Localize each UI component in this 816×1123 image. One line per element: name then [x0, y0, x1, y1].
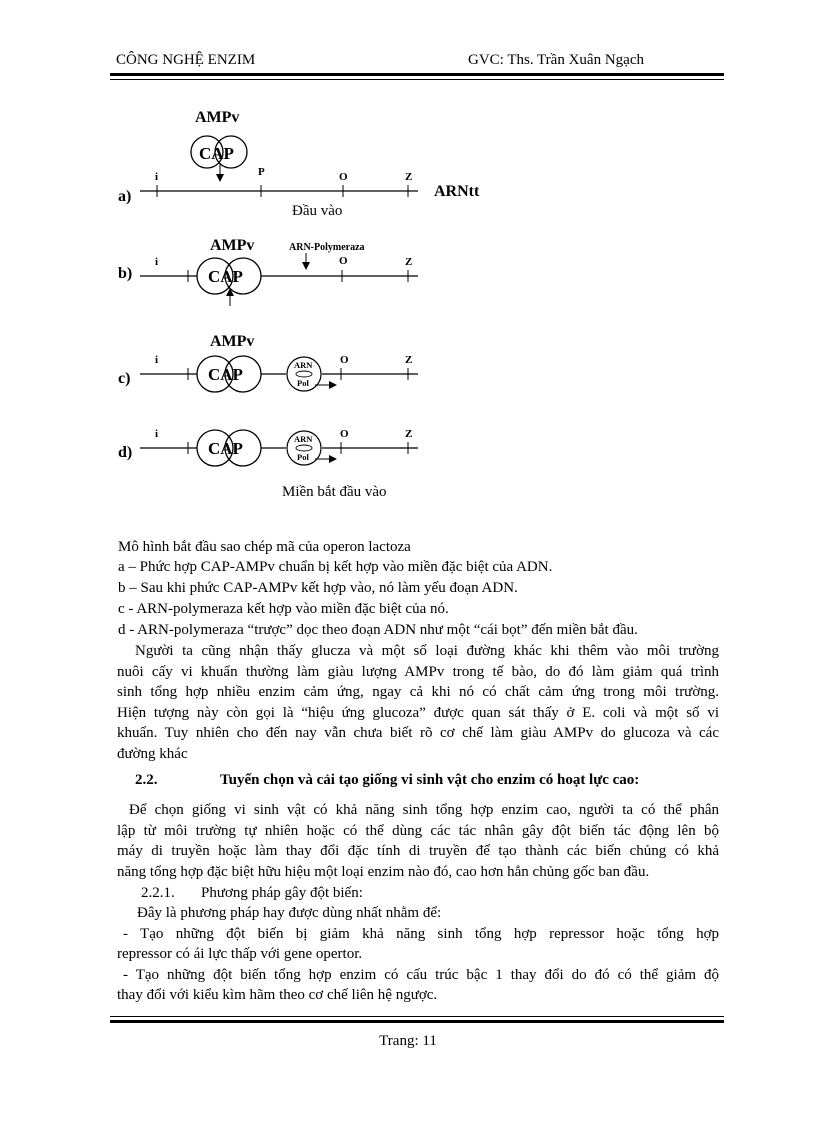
diagram-panel-d	[118, 428, 418, 500]
section-heading	[135, 772, 639, 789]
panel-label-c: c)	[118, 370, 131, 387]
rna-pol-bottom-d: Pol	[297, 452, 309, 462]
caption-b: b – Sau khi phức CAP-AMPv kết hợp vào, nó làm yếu đoạn ADN.	[118, 580, 518, 596]
subsection-heading: 2.2.1. Phương pháp gây đột biến:	[141, 885, 363, 901]
site-z-a: Z	[405, 171, 413, 183]
site-z-d: Z	[405, 428, 413, 440]
caption-c: c - ARN-polymeraza kết hợp vào miền đặc biệt của nó.	[118, 601, 449, 617]
site-o-a: O	[339, 171, 348, 183]
site-i-c: i	[155, 354, 159, 366]
paragraph-line: - Tạo những đột biến tổng hợp enzim có cấu trúc bậc 1 thay đổi do đó có thể giảm độ	[123, 966, 719, 983]
amp-label-a: AMPv	[195, 109, 240, 126]
cap-label-a: CAP	[199, 144, 234, 163]
amp-label-c: AMPv	[210, 333, 255, 350]
site-i-a: i	[155, 171, 159, 183]
panel-label-b: b)	[118, 265, 133, 282]
diagram-panel-b	[118, 237, 418, 306]
paragraph-line: thay đổi với kiểu kìm hãm theo cơ chế liên hệ ngược.	[117, 987, 438, 1003]
site-p-a: P	[258, 166, 265, 178]
rna-pol-top-c: ARN	[294, 360, 313, 370]
header-rule-thin	[110, 79, 724, 80]
site-o-d: O	[340, 428, 349, 440]
mrna-label: ARNtt	[434, 183, 480, 200]
paragraph-mutation-method	[117, 903, 719, 1006]
cap-label-b: CAP	[208, 267, 243, 286]
rna-pol-top-d: ARN	[294, 434, 313, 444]
footer-rule-thin	[110, 1016, 724, 1017]
rna-pol-bottom-c: Pol	[297, 378, 309, 388]
section-number: 2.2.	[135, 772, 158, 788]
cap-label-d: CAP	[208, 439, 243, 458]
footer-rule-thick	[110, 1020, 724, 1023]
panel-label-a: a)	[118, 188, 132, 205]
paragraph-line: repressor có ái lực thấp với gene opertor.	[117, 946, 363, 962]
paragraph-line: đường khác	[117, 745, 188, 762]
paragraph-strain-selection	[117, 800, 719, 882]
paragraph-line: máy di truyền hoặc làm thay đổi đặc tính di truyền để tạo thành các biến chủng có khả	[117, 843, 719, 859]
paragraph-line: nuôi cấy vi khuẩn thường làm giàu lượng AMPv trong tế bào, do đó làm giảm quá trình	[117, 663, 719, 680]
paragraph-line: lập từ môi trường tự nhiên hoặc có thể dùng các tác nhân gây đột biến tác động lên bộ	[117, 822, 719, 839]
page-number: Trang: 11	[379, 1033, 437, 1049]
paragraph-line: năng tổng hợp đặc biệt hữu hiệu một loại enzim nào đó, cao hơn hẳn chủng gốc ban đầu.	[117, 863, 650, 880]
paragraph-line: khuẩn. Tuy nhiên cho đến nay vẫn chưa biết rõ cơ chế làm giàu AMPv do glucoza và các	[117, 725, 719, 741]
site-o-c: O	[340, 354, 349, 366]
caption-a: a – Phức hợp CAP-AMPv chuẩn bị kết hợp vào miền đặc biệt của ADN.	[118, 559, 553, 575]
lac-operon-diagram	[100, 100, 520, 500]
paragraph-line: Người ta cũng nhận thấy glucza và một số loại đường khác khi thêm vào môi trường	[135, 643, 719, 659]
header-lecturer: GVC: Ths. Trần Xuân Ngạch	[468, 52, 644, 68]
site-z-c: Z	[405, 354, 413, 366]
paragraph-line: Đây là phương pháp hay được dùng nhất nhằm để:	[137, 905, 442, 921]
header-rule-thick	[110, 73, 724, 76]
start-region-label: Miền bắt đầu vào	[282, 484, 387, 500]
paragraph-glucose-effect	[117, 641, 719, 764]
header-course-title: CÔNG NGHỆ ENZIM	[116, 52, 256, 68]
cap-label-c: CAP	[208, 365, 243, 384]
site-i-d: i	[155, 428, 159, 440]
site-z-b: Z	[405, 256, 413, 268]
figure-caption: Mô hình bắt đầu sao chép mã của operon lactoza	[118, 539, 411, 555]
paragraph-line: Để chọn giống vi sinh vật có khả năng sinh tổng hợp enzim cao, người ta có thể phân	[129, 802, 719, 818]
caption-d: d - ARN-polymeraza “trược” dọc theo đoạn ADN như một “cái bọt” đến miền bắt đầu.	[118, 622, 638, 638]
site-i-b: i	[155, 256, 159, 268]
site-o-b: O	[339, 255, 348, 267]
panel-label-d: d)	[118, 444, 133, 461]
diagram-panel-c	[118, 333, 418, 392]
diagram-panel-a	[118, 109, 480, 219]
section-title: Tuyển chọn và cải tạo giống vi sinh vật cho enzim có hoạt lực cao:	[220, 772, 640, 788]
paragraph-line: Hiện tượng này còn gọi là “hiệu ứng glucoza” được quan sát thấy ở E. coli và một số vi	[117, 704, 719, 721]
entry-label: Đầu vào	[292, 203, 343, 219]
polymerase-label-b: ARN-Polymeraza	[289, 242, 365, 253]
paragraph-line: - Tạo những đột biến bị giảm khả năng sinh tổng hợp repressor hoặc tổng hợp	[123, 925, 719, 942]
amp-label-b: AMPv	[210, 237, 255, 254]
paragraph-line: sinh tổng hợp nhiều enzim cảm ứng, ngay cả khi nó có chất cảm ứng trong môi trường.	[117, 684, 719, 700]
